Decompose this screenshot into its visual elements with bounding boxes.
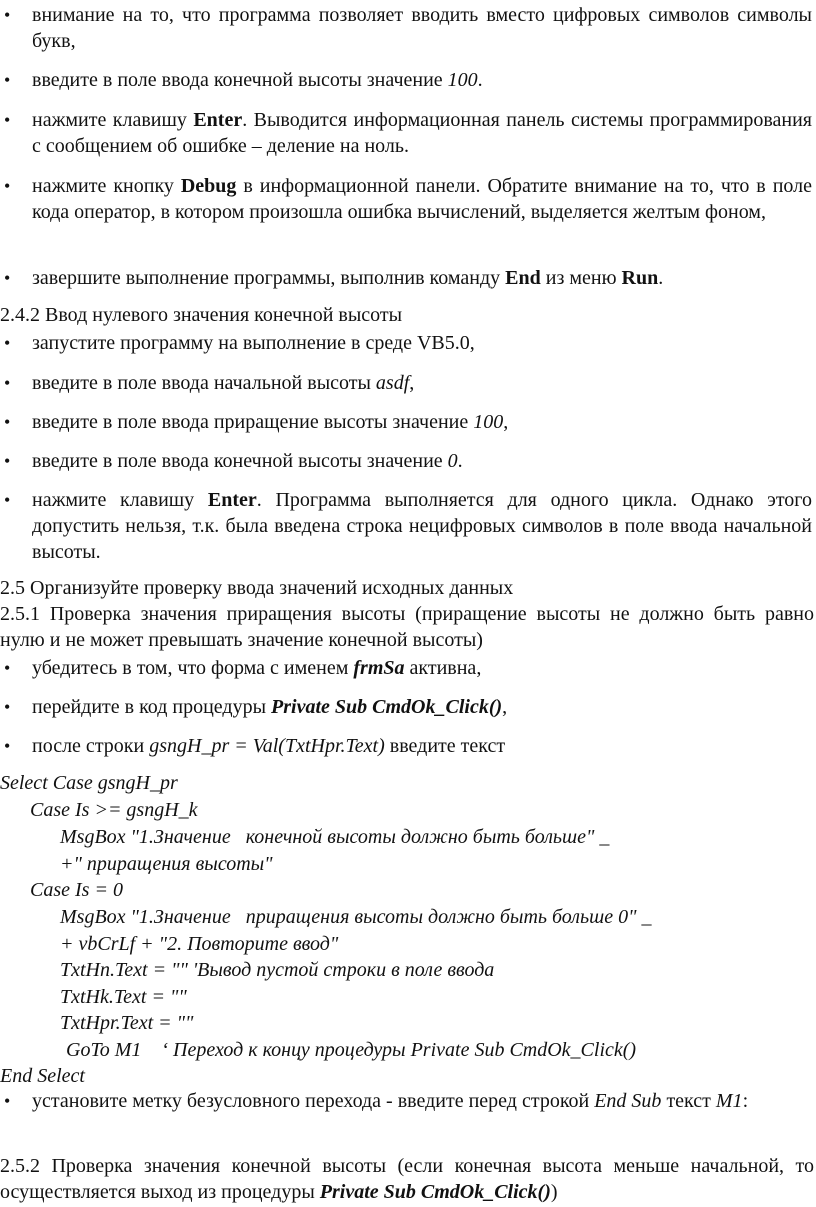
list-item: • нажмите кнопку Debug в информационной панели. Обратите внимание на то, что в поле кода оператор, в котором произошла ошибка вычислений, выделяется желтым фоном, [32, 173, 812, 225]
list-item: • введите в поле ввода конечной высоты значение 100. [32, 67, 812, 93]
code-line: + vbCrLf + "2. Повторите ввод" [60, 933, 339, 955]
code-line: +" приращения высоты" [60, 853, 273, 875]
list-item: • перейдите в код процедуры Private Sub CmdOk_Click(), [32, 694, 812, 720]
list-item: • убедитесь в том, что форма с именем frmSa активна, [32, 655, 812, 681]
code-line: Case Is >= gsngH_k [30, 799, 198, 821]
code-line: GoTo M1 ‘ Переход к концу процедуры Private Sub CmdOk_Click() [66, 1039, 637, 1061]
code-line: TxtHk.Text = "" [60, 986, 187, 1008]
list-item: • введите в поле ввода конечной высоты значение 0. [32, 448, 812, 474]
subsection-text: 2.5.1 Проверка значения приращения высоты (приращение высоты не должно быть равно нулю и не может превышать значение конечной высоты) [0, 603, 814, 651]
code-line: TxtHn.Text = "" 'Вывод пустой строки в поле ввода [60, 959, 495, 981]
section-heading: 2.5 Организуйте проверку ввода значений исходных данных [0, 577, 514, 599]
list-item: • запустите программу на выполнение в среде VB5.0, [32, 330, 812, 356]
code-line: Select Case gsngH_pr [0, 772, 178, 794]
subsection-text: 2.5.2 Проверка значения конечной высоты (если конечная высота меньше начальной, то осуществляется выход из процедуры Private Sub CmdOk_Click()) [0, 1155, 814, 1203]
list-item: • введите в поле ввода начальной высоты asdf, [32, 370, 812, 396]
list-item: • введите в поле ввода приращение высоты значение 100, [32, 409, 812, 435]
code-line: End Select [0, 1065, 85, 1087]
list-item: • нажмите клавишу Enter. Выводится информационная панель системы программирования с сообщением об ошибке – деление на ноль. [32, 107, 812, 159]
list-item: • после строки gsngH_pr = Val(TxtHpr.Text) введите текст [32, 733, 812, 759]
list-item: • установите метку безусловного перехода - введите перед строкой End Sub текст M1: [32, 1088, 812, 1114]
section-heading: 2.4.2 Ввод нулевого значения конечной высоты [0, 304, 403, 326]
code-line: Case Is = 0 [30, 879, 123, 901]
code-line: MsgBox "1.Значение конечной высоты должно быть больше" _ [60, 826, 610, 848]
code-line: TxtHpr.Text = "" [60, 1012, 194, 1034]
list-item: • нажмите клавишу Enter. Программа выполняется для одного цикла. Однако этого допустить нельзя, т.к. была введена строка нецифровых символов в поле ввода начальной высоты. [32, 487, 812, 565]
list-item: • завершите выполнение программы, выполнив команду End из меню Run. [32, 265, 812, 291]
code-line: MsgBox "1.Значение приращения высоты должно быть больше 0" _ [60, 906, 652, 928]
list-item: • внимание на то, что программа позволяет вводить вместо цифровых символов символы букв, [32, 2, 812, 54]
